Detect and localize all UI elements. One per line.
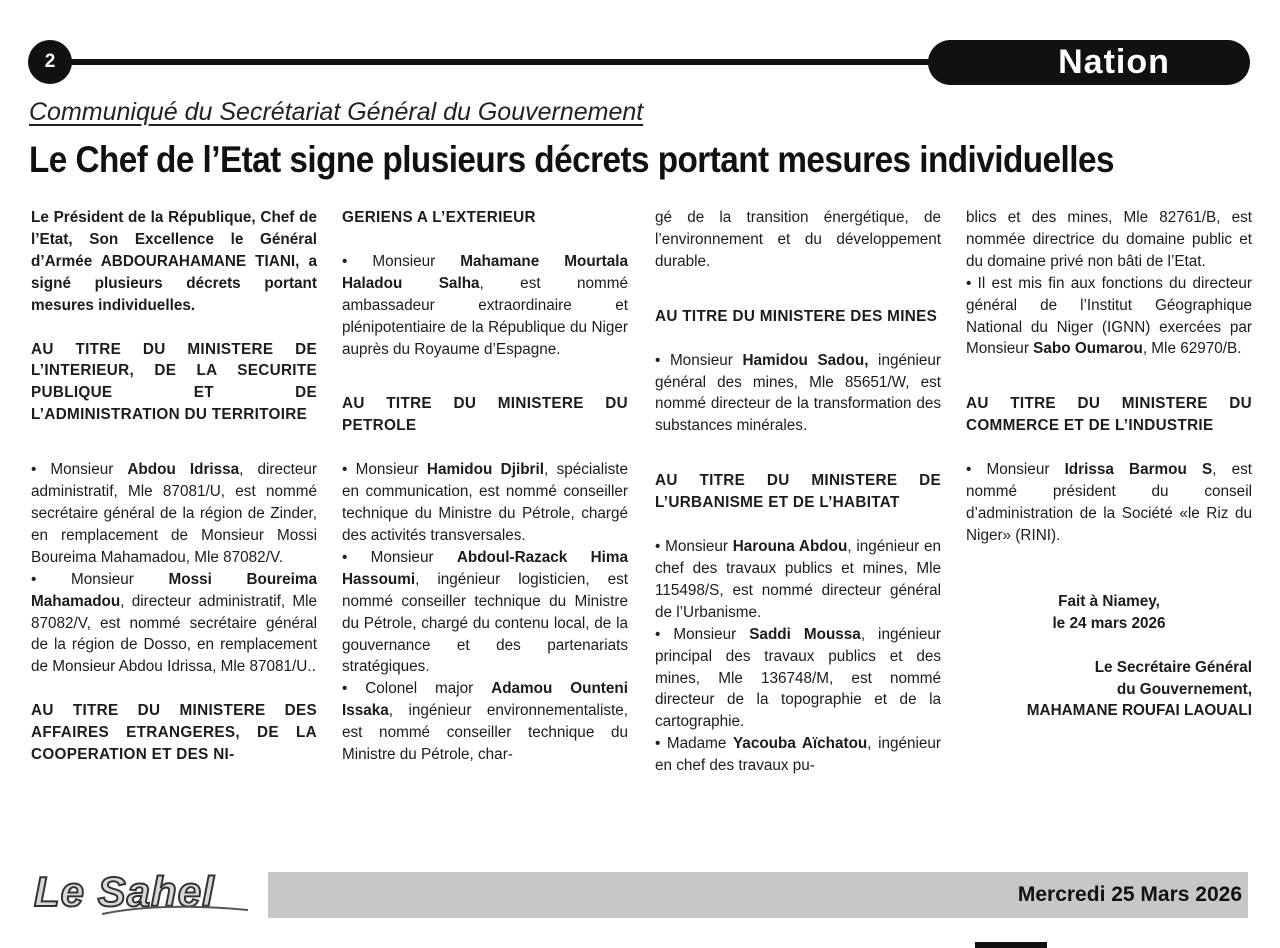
person-name: Idrissa Barmou S xyxy=(1064,461,1213,479)
signatory-name: MAHAMANE ROUFAI LAOUALI xyxy=(1026,702,1252,720)
decree-item: • Monsieur Hamidou Sadou, ingénieur général des mines, Mle 85651/W, est nommé directeur de la transformation des substances minérales. xyxy=(655,351,941,435)
ministry-heading-mines: AU TITRE DU MINISTERE DES MINES xyxy=(655,307,938,325)
signing-place: Fait à Niamey, xyxy=(1058,592,1160,610)
person-name: Saddi Moussa xyxy=(749,625,861,643)
decree-item: • Monsieur Abdou Idrissa, directeur administratif, Mle 87081/U, est nommé secrétaire général de la région de Zinder, en remplacement de Monsieur Mossi Boureima Mahamadou, Mle 87082/V. xyxy=(31,461,317,566)
article-column-4 xyxy=(966,207,1252,722)
decree-item: • Monsieur Hamidou Djibril, spécialiste en communication, est nommé conseiller technique du Ministre du Pétrole, chargé des activités transversales. xyxy=(342,461,629,544)
article-column-3 xyxy=(655,207,941,777)
person-name: Hamidou Djibril xyxy=(426,461,545,479)
person-name: Harouna Abdou xyxy=(732,538,848,556)
person-name: Mossi Boureima Mahamadou xyxy=(31,570,317,610)
person-name: Abdoul-Razack Hima Hassoumi xyxy=(342,548,628,588)
person-name: Abdou Idrissa xyxy=(127,461,240,479)
decree-item: • Monsieur Saddi Moussa, ingénieur principal des travaux publics et des mines, Mle 136748/M, est nommé directeur de la topographie et de la cartographie. xyxy=(655,625,941,731)
decree-item: • Monsieur Mossi Boureima Mahamadou, directeur administratif, Mle 87082/V, est nommé secrétaire général de la région de Dosso, en remplacement de Monsieur Abdou Idrissa, Mle 87081/U.. xyxy=(31,570,317,676)
person-name: Sabo Oumarou xyxy=(1033,340,1143,358)
header-rule xyxy=(60,59,980,65)
person-name: Yacouba Aïchatou xyxy=(732,735,868,753)
section-label: Nation xyxy=(928,40,1250,85)
decree-item: • Monsieur Abdoul-Razack Hima Hassoumi, ingénieur logisticien, est nommé conseiller technique du Ministre du Pétrole, chargé du contenu local, de la gouvernance et des partenariats stratégiques. xyxy=(342,548,628,676)
lead-paragraph: Le Président de la République, Chef de l’Etat, Son Excellence le Général d’Armée ABDOURAHAMANE TIANI, a signé plusieurs décrets portant mesures individuelles. xyxy=(31,209,317,314)
issue-date: Mercredi 25 Mars 2026 xyxy=(1017,883,1242,906)
decree-item: • Il est mis fin aux fonctions du directeur général de l’Institut Géographique National du Niger (IGNN) exercées par Monsieur Sabo Oumarou, Mle 62970/B. xyxy=(966,274,1252,358)
decree-item: • Monsieur Harouna Abdou, ingénieur en chef des travaux publics et mines, Mle 115498/S, est nommé directeur général de l’Urbanisme. xyxy=(655,538,941,621)
decree-item: • Monsieur Idrissa Barmou S, est nommé président du conseil d’administration de la Société «le Riz du Niger» (RINI). xyxy=(966,461,1252,544)
footer-bar xyxy=(268,872,1248,918)
decree-continuation: blics et des mines, Mle 82761/B, est nommée directrice du domaine public et du domaine privé non bâti de l’Etat. xyxy=(966,209,1252,270)
signatory-title: Le Secrétaire Général xyxy=(1094,658,1252,676)
article-column-2 xyxy=(342,207,628,766)
ministry-heading-petroleum: AU TITRE DU MINISTERE DU PETROLE xyxy=(342,395,628,435)
ministry-heading-foreign-affairs-end: GERIENS A L’EXTERIEUR xyxy=(342,209,536,226)
ministry-heading-interior: AU TITRE DU MINISTERE DE L’INTERIEUR, DE LA SECURITE PUBLIQUE ET DE L’ADMINISTRATION DU TERRITOIRE xyxy=(31,340,317,424)
person-name: Hamidou Sadou, xyxy=(742,351,869,369)
article-kicker: Communiqué du Secrétariat Général du Gouvernement xyxy=(29,98,644,126)
signatory-title-cont: du Gouvernement, xyxy=(1116,680,1252,698)
person-name: Adamou Ounteni Issaka xyxy=(342,680,628,720)
newspaper-logo: Le Sahel xyxy=(34,868,215,915)
decree-item: • Colonel major Adamou Ounteni Issaka, ingénieur environnementaliste, est nommé conseiller technique du Ministre du Pétrole, char- xyxy=(342,680,628,764)
ministry-heading-commerce: AU TITRE DU MINISTERE DU COMMERCE ET DE L’INDUSTRIE xyxy=(966,395,1252,435)
decree-item: • Madame Yacouba Aïchatou, ingénieur en chef des travaux pu- xyxy=(655,735,942,775)
logo-swoosh-icon xyxy=(100,900,250,920)
person-name: Mahamane Mourtala Haladou Salha xyxy=(342,252,628,292)
article-headline: Le Chef de l’Etat signe plusieurs décrets portant mesures individuelles xyxy=(29,139,1114,180)
signing-date: le 24 mars 2026 xyxy=(1052,614,1166,632)
article-column-1 xyxy=(31,207,317,766)
ministry-heading-foreign-affairs: AU TITRE DU MINISTERE DES AFFAIRES ETRANGERES, DE LA COOPERATION ET DES NI- xyxy=(31,702,317,764)
page-corner-mark xyxy=(975,942,1047,948)
ministry-heading-urbanism: AU TITRE DU MINISTERE DE L’URBANISME ET DE L’HABITAT xyxy=(655,472,941,512)
decree-continuation: gé de la transition énergétique, de l’environnement et du développement durable. xyxy=(655,209,941,270)
page-number: 2 xyxy=(28,40,72,84)
decree-item: • Monsieur Mahamane Mourtala Haladou Salha, est nommé ambassadeur extraordinaire et plénipotentiaire de la République du Niger auprès du Royaume d’Espagne. xyxy=(342,252,628,358)
